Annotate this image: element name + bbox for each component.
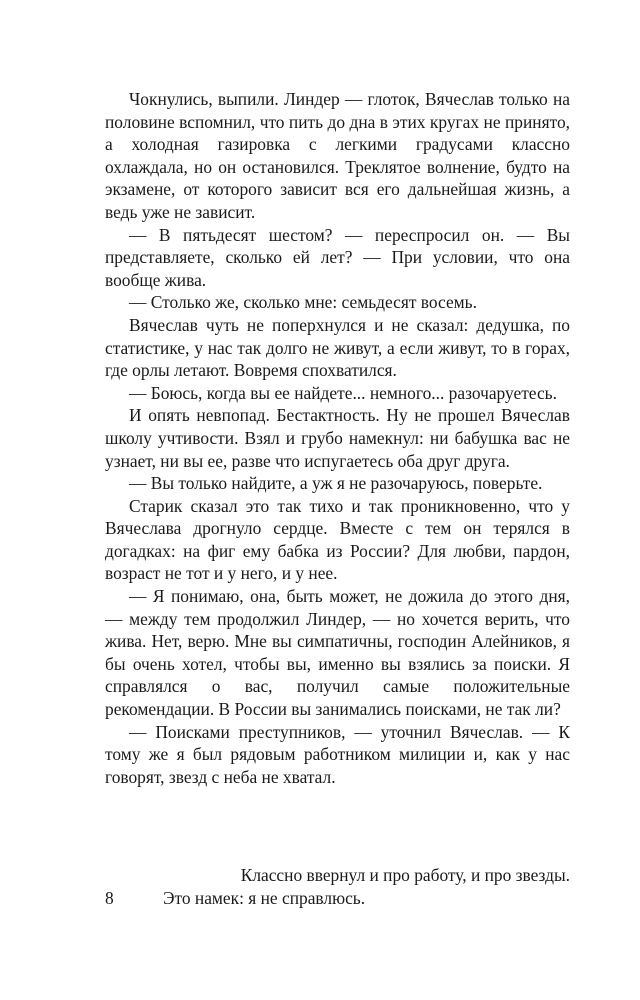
paragraph: Классно ввернул и про работу, и про звезды.: [240, 865, 570, 885]
paragraph: — Боюсь, когда вы ее найдете... немного... разочаруетесь.: [129, 382, 557, 403]
paragraph: Чокнулись, выпили. Линдер — глоток, Вячеслав только на половине вспомнил, что пить до дна в этих кругах не принято, а холодная газировка с легкими градусами классно охлаждала, но он остановился. Треклятое волнение, будто на экзамене, от которого зависит вся его дальнейшая жизнь, а ведь уже не зависит.: [105, 89, 570, 222]
paragraph: — В пятьдесят шестом? — переспросил он. — Вы представляете, сколько ей лет? — При условии, что она вообще жива.: [105, 224, 570, 290]
page-number: 8: [105, 887, 114, 908]
page-text: [105, 88, 570, 788]
paragraph: И опять невпопад. Бестактность. Ну не прошел Вячеслав школу учтивости. Взял и грубо намекнул: ни бабушка вас не узнает, ни вы ее, разве что испугаетесь оба друг друга.: [105, 405, 570, 471]
paragraph: Это намек: я не справлюсь.: [163, 887, 366, 908]
paragraph: — Столько же, сколько мне: семьдесят восемь.: [129, 292, 477, 313]
paragraph: Вячеслав чуть не поперхнулся и не сказал: дедушка, по статистике, у нас так долго не живут, а если живут, то в горах, где орлы летают. Вовремя спохватился.: [105, 314, 570, 381]
paragraph: Старик сказал это так тихо и так проникновенно, что у Вячеслава дрогнуло сердце. Вместе с тем он терялся в догадках: на фиг ему бабка из России? Для любви, пардон, возраст не тот и у него, и у нее.: [105, 495, 570, 584]
paragraph: — Я понимаю, она, быть может, не дожила до этого дня, — между тем продолжил Линдер, — но хочется верить, что жива. Нет, верю. Мне вы симпатичны, господин Алейников, я бы очень хотел, чтобы вы, именно вы взялись за поиски. Я справлялся о вас, получил самые положительные рекомендации. В России вы занимались поисками, не так ли?: [105, 586, 570, 720]
paragraph: — Поисками преступников, — уточнил Вячеслав. — К тому же я был рядовым работником милиции и, как у нас говорят, звезд с неба не хватал.: [105, 721, 570, 787]
page-footer-block: [105, 864, 570, 909]
paragraph: — Вы только найдите, а уж я не разочаруюсь, поверьте.: [129, 473, 543, 494]
last-line-row: [105, 887, 570, 910]
